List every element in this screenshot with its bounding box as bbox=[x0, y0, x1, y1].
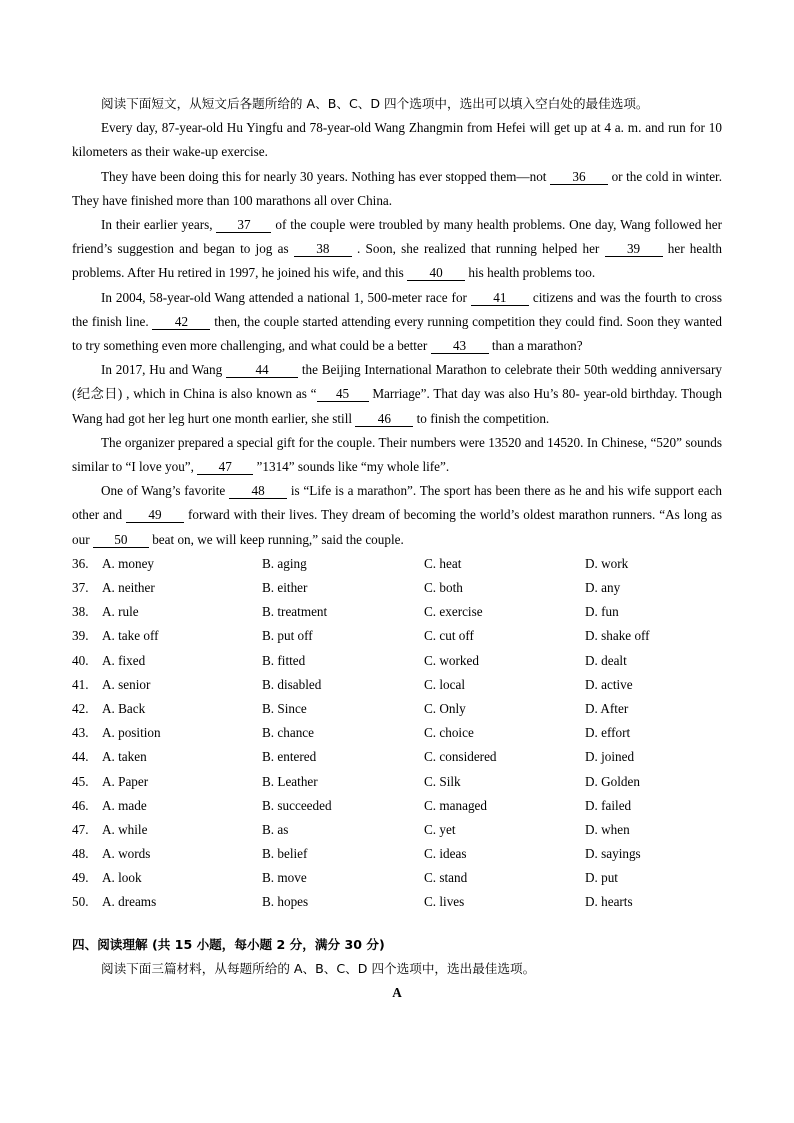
passage-paragraph-1: Every day, 87-year-old Hu Yingfu and 78-year-old Wang Zhangmin from Hefei will get up at 4 a. m. and run for 10 kilometers as their wake-up exercise. bbox=[72, 120, 722, 160]
option-c: C. stand bbox=[424, 870, 468, 886]
blank-40: 40 bbox=[407, 265, 465, 281]
passage-paragraph-3 bbox=[72, 213, 722, 286]
text-segment: then, the couple started attending every running competition they could find. Soon they wanted to try something even more challenging, and what could be a better bbox=[72, 313, 723, 354]
option-a: A. senior bbox=[102, 676, 151, 692]
option-c: C. exercise bbox=[424, 604, 483, 620]
option-d: D. hearts bbox=[585, 894, 633, 910]
question-number: 40. bbox=[72, 652, 89, 668]
option-b: B. put off bbox=[262, 628, 313, 644]
option-c: C. yet bbox=[424, 821, 456, 837]
question-number: 47. bbox=[72, 821, 89, 837]
option-d: D. Golden bbox=[585, 773, 640, 789]
option-b: B. fitted bbox=[262, 652, 306, 668]
text-segment: . Soon, she realized that running helped her bbox=[357, 241, 600, 257]
option-b: B. treatment bbox=[262, 604, 328, 620]
blank-39: 39 bbox=[605, 241, 663, 257]
question-row bbox=[72, 649, 722, 673]
question-row bbox=[72, 770, 722, 794]
section-heading: 四、阅读理解 (共 15 小题，每小题 2 分，满分 30 分) bbox=[72, 936, 385, 952]
question-row bbox=[72, 576, 722, 600]
part-label: A bbox=[392, 984, 402, 1000]
option-d: D. any bbox=[585, 580, 621, 596]
option-d: D. put bbox=[585, 870, 618, 886]
option-c: C. Only bbox=[424, 700, 466, 716]
text-segment: to finish the competition. bbox=[416, 410, 550, 426]
question-row bbox=[72, 552, 722, 576]
option-a: A. dreams bbox=[102, 894, 157, 910]
option-a: A. Back bbox=[102, 700, 146, 716]
blank-45: 45 bbox=[317, 386, 369, 402]
question-number: 37. bbox=[72, 580, 89, 596]
question-row bbox=[72, 721, 722, 745]
question-row bbox=[72, 697, 722, 721]
option-a: A. Paper bbox=[102, 773, 149, 789]
question-number: 50. bbox=[72, 894, 89, 910]
question-row bbox=[72, 624, 722, 648]
question-row bbox=[72, 673, 722, 697]
option-d: D. fun bbox=[585, 604, 619, 620]
reading-instruction: 阅读下面三篇材料，从每题所给的 A、B、C、D 四个选项中，选出最佳选项。 bbox=[101, 960, 536, 976]
option-a: A. made bbox=[102, 797, 147, 813]
blank-50: 50 bbox=[93, 532, 149, 548]
option-c: C. considered bbox=[424, 749, 497, 765]
blank-37: 37 bbox=[216, 217, 271, 233]
option-b: B. belief bbox=[262, 846, 308, 862]
cloze-instruction: 阅读下面短文，从短文后各题所给的 A、B、C、D 四个选项中，选出可以填入空白处的最佳选项。 bbox=[101, 96, 649, 111]
question-number: 41. bbox=[72, 676, 89, 692]
option-a: A. look bbox=[102, 870, 142, 886]
option-c: C. cut off bbox=[424, 628, 474, 644]
passage-paragraph-5 bbox=[72, 358, 722, 431]
question-number: 39. bbox=[72, 628, 89, 644]
option-d: D. dealt bbox=[585, 652, 627, 668]
blank-41: 41 bbox=[471, 290, 529, 306]
question-number: 42. bbox=[72, 700, 89, 716]
blank-43: 43 bbox=[431, 338, 489, 354]
text-segment: than a marathon? bbox=[491, 338, 583, 354]
option-d: D. sayings bbox=[585, 846, 641, 862]
question-list bbox=[72, 552, 722, 915]
text-segment: forward with their lives. They dream of becoming the world’s oldest marathon runners. “As long as our bbox=[72, 507, 723, 547]
option-d: D. work bbox=[585, 555, 629, 571]
question-number: 43. bbox=[72, 725, 89, 741]
option-b: B. aging bbox=[262, 555, 307, 571]
option-b: B. move bbox=[262, 870, 307, 886]
option-b: B. chance bbox=[262, 725, 314, 741]
question-number: 44. bbox=[72, 749, 89, 765]
blank-49: 49 bbox=[126, 507, 184, 523]
option-a: A. while bbox=[102, 821, 148, 837]
question-row bbox=[72, 818, 722, 842]
blank-46: 46 bbox=[355, 411, 413, 427]
blank-36: 36 bbox=[550, 169, 608, 185]
text-segment: or the cold in winter. They have finished more than 100 marathons all over China. bbox=[72, 168, 723, 208]
option-a: A. taken bbox=[102, 749, 147, 765]
text-segment: ”1314” sounds like “my whole life”. bbox=[256, 459, 450, 475]
option-b: B. hopes bbox=[262, 894, 309, 910]
text-segment: her health problems. After Hu retired in 1997, he joined his wife, and this bbox=[72, 241, 723, 281]
question-number: 36. bbox=[72, 555, 89, 571]
question-number: 45. bbox=[72, 773, 89, 789]
text-segment: his health problems too. bbox=[468, 265, 596, 281]
option-a: A. words bbox=[102, 846, 151, 862]
option-c: C. ideas bbox=[424, 846, 467, 862]
blank-38: 38 bbox=[294, 241, 352, 257]
passage-paragraph-6 bbox=[72, 431, 722, 479]
option-c: C. Silk bbox=[424, 773, 461, 789]
blank-47: 47 bbox=[197, 459, 253, 475]
text-segment: beat on, we will keep running,” said the couple. bbox=[152, 531, 404, 547]
passage-paragraph-2 bbox=[72, 165, 722, 213]
option-d: D. After bbox=[585, 700, 629, 716]
text-segment: citizens and was the fourth to cross the finish line. bbox=[72, 289, 723, 329]
option-c: C. both bbox=[424, 580, 463, 596]
option-b: B. as bbox=[262, 821, 289, 837]
option-d: D. effort bbox=[585, 725, 631, 741]
text-segment: In 2017, Hu and Wang bbox=[101, 362, 223, 378]
question-number: 38. bbox=[72, 604, 89, 620]
option-b: B. entered bbox=[262, 749, 317, 765]
question-row bbox=[72, 745, 722, 769]
text-segment: of the couple were troubled by many health problems. One day, Wang followed her friend’s suggestion and began to jog as bbox=[72, 217, 723, 257]
text-segment: The organizer prepared a special gift for the couple. Their numbers were 13520 and 14520. In Chinese, “520” sounds similar to “I love you”, bbox=[72, 434, 722, 475]
question-row bbox=[72, 600, 722, 624]
option-a: A. take off bbox=[102, 628, 159, 644]
option-d: D. active bbox=[585, 676, 633, 692]
text-segment: One of Wang’s favorite bbox=[101, 483, 226, 499]
passage-paragraph-7 bbox=[72, 479, 722, 552]
option-d: D. shake off bbox=[585, 628, 650, 644]
text-segment: In 2004, 58-year-old Wang attended a national 1, 500-meter race for bbox=[101, 289, 467, 305]
blank-44: 44 bbox=[226, 362, 298, 378]
text-segment: is “Life is a marathon”. The sport has been there as he and his wife support each other and bbox=[72, 483, 723, 523]
question-row bbox=[72, 890, 722, 914]
option-d: D. when bbox=[585, 821, 630, 837]
option-b: B. Since bbox=[262, 700, 307, 716]
question-row bbox=[72, 794, 722, 818]
question-row bbox=[72, 866, 722, 890]
option-c: C. local bbox=[424, 676, 466, 692]
option-c: C. worked bbox=[424, 652, 479, 668]
option-b: B. succeeded bbox=[262, 797, 332, 813]
text-segment: Marriage”. That day was also Hu’s 80- year-old birthday. Though Wang had got her leg hurt one month earlier, she still bbox=[72, 386, 722, 426]
blank-42: 42 bbox=[152, 314, 210, 330]
exam-page bbox=[72, 92, 722, 1005]
option-d: D. joined bbox=[585, 749, 635, 765]
option-a: A. fixed bbox=[102, 652, 146, 668]
option-b: B. either bbox=[262, 580, 308, 596]
question-number: 46. bbox=[72, 797, 89, 813]
option-a: A. position bbox=[102, 725, 161, 741]
option-a: A. neither bbox=[102, 580, 155, 596]
text-segment: They have been doing this for nearly 30 years. Nothing has ever stopped them—not bbox=[101, 168, 547, 184]
passage-paragraph-4 bbox=[72, 286, 722, 359]
blank-48: 48 bbox=[229, 483, 287, 499]
option-c: C. heat bbox=[424, 555, 462, 571]
option-a: A. rule bbox=[102, 604, 139, 620]
question-number: 49. bbox=[72, 870, 89, 886]
option-d: D. failed bbox=[585, 797, 632, 813]
question-row bbox=[72, 842, 722, 866]
option-c: C. managed bbox=[424, 797, 487, 813]
question-number: 48. bbox=[72, 846, 89, 862]
option-b: B. disabled bbox=[262, 676, 322, 692]
text-segment: the Beijing International Marathon to celebrate their 50th wedding anniversary (纪念日) , which in China is also known as “ bbox=[72, 362, 723, 402]
option-c: C. choice bbox=[424, 725, 474, 741]
option-b: B. Leather bbox=[262, 773, 318, 789]
text-segment: In their earlier years, bbox=[101, 217, 213, 233]
option-c: C. lives bbox=[424, 894, 465, 910]
option-a: A. money bbox=[102, 555, 155, 571]
